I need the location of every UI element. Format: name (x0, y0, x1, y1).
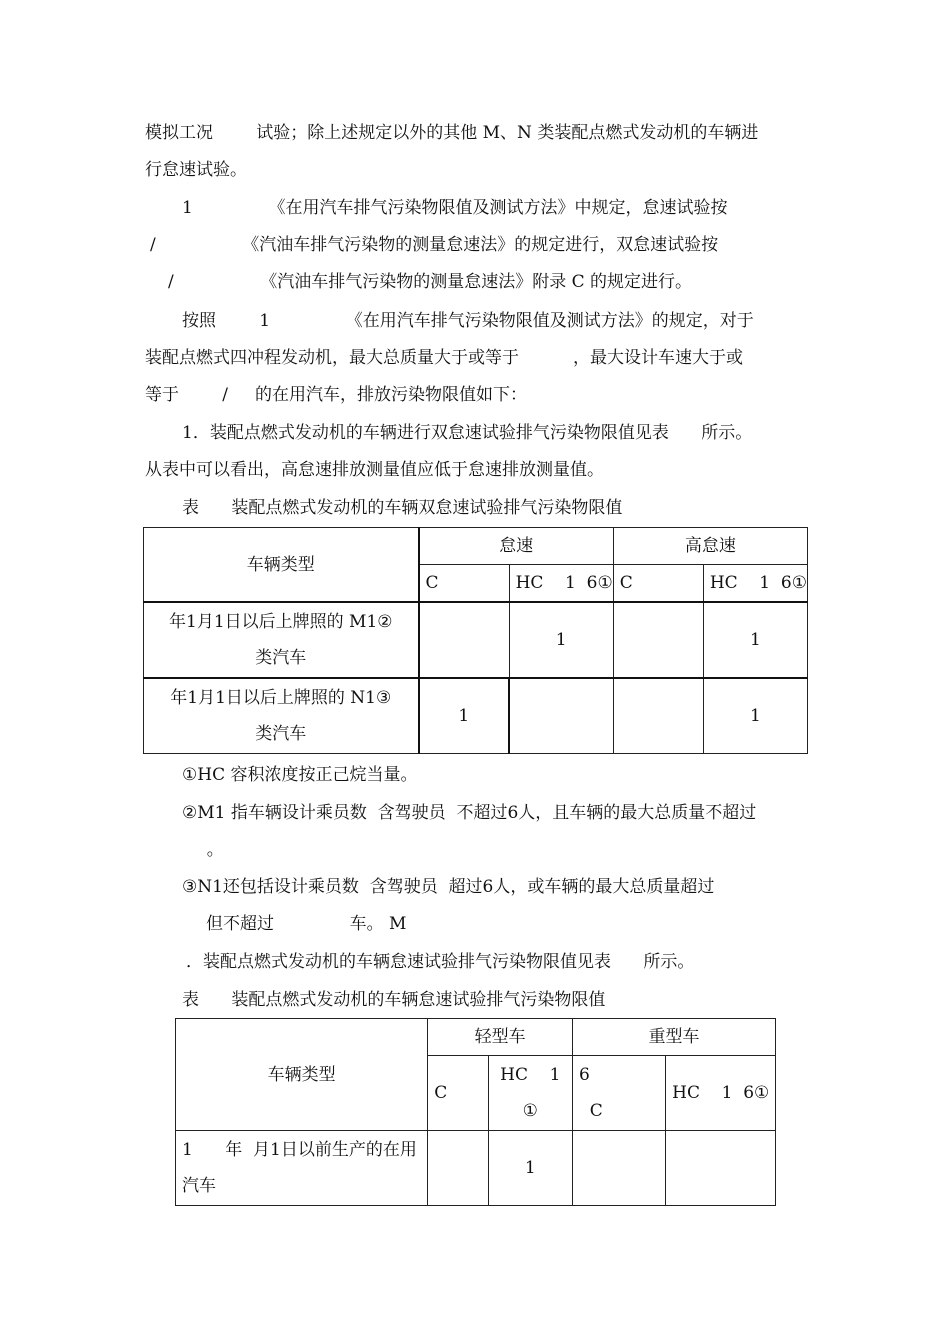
vehicle-type-header: 车辆类型 (176, 1019, 428, 1131)
idle-limits-table (175, 1018, 776, 1206)
heavy-vehicle-header: 重型车 (572, 1019, 775, 1056)
value-cell (666, 1131, 776, 1206)
paragraph-line: 装配点燃式四冲程发动机，最大总质量大于或等于 ，最大设计车速大于或 (145, 348, 744, 368)
value-cell (572, 1131, 665, 1206)
footnote: ③N1还包括设计乘员数 含驾驶员 超过6人，或车辆的最大总质量超过 (182, 877, 715, 897)
table-caption: 表 装配点燃式发动机的车辆双怠速试验排气污染物限值 (182, 498, 623, 518)
paragraph-line: 行怠速试验。 (145, 160, 247, 180)
hc-subheader: HC 1 ① (488, 1056, 572, 1131)
paragraph-line: 按照 1 《在用汽车排气污染物限值及测试方法》的规定，对于 (182, 311, 754, 331)
value-cell (428, 1131, 488, 1206)
paragraph-line: ．装配点燃式发动机的车辆怠速试验排气污染物限值见表 所示。 (186, 952, 695, 972)
table-row (176, 1131, 776, 1206)
value-cell (419, 602, 510, 678)
footnote: ①HC 容积浓度按正己烷当量。 (182, 765, 418, 785)
hc-subheader: HC 1 6① (703, 565, 807, 603)
value-cell: 1 (419, 678, 510, 754)
paragraph-line: 从表中可以看出，高怠速排放测量值应低于怠速排放测量值。 (145, 460, 604, 480)
value-cell: 1 (509, 602, 613, 678)
c-subheader: C (613, 565, 703, 603)
paragraph-line: / 《汽油车排气污染物的测量怠速法》的规定进行，双怠速试验按 (150, 235, 719, 255)
c-subheader: C (419, 565, 510, 603)
dual-idle-limits-table (143, 527, 808, 754)
light-vehicle-header: 轻型车 (428, 1019, 573, 1056)
idle-header: 怠速 (419, 528, 614, 565)
value-cell: 1 (488, 1131, 572, 1206)
paragraph-line: 1．装配点燃式发动机的车辆进行双怠速试验排气污染物限值见表 所示。 (182, 423, 753, 443)
table-row (144, 678, 808, 754)
table-caption: 表 装配点燃式发动机的车辆怠速试验排气污染物限值 (182, 990, 606, 1010)
value-cell: 1 (703, 602, 807, 678)
hc-subheader: HC 1 6① (509, 565, 613, 603)
vehicle-type-cell: 年1月1日以后上牌照的 N1③ 类汽车 (144, 678, 419, 754)
vehicle-type-cell: 年1月1日以后上牌照的 M1② 类汽车 (144, 602, 419, 678)
table-header-row (144, 528, 808, 565)
footnote: ②M1 指车辆设计乘员数 含驾驶员 不超过6人，且车辆的最大总质量不超过 (182, 803, 757, 823)
value-cell: 1 (703, 678, 807, 754)
footnote: 。 (196, 840, 224, 860)
paragraph-line: 1 《在用汽车排气污染物限值及测试方法》中规定，怠速试验按 (182, 198, 728, 218)
paragraph-line: / 《汽油车排气污染物的测量怠速法》附录 C 的规定进行。 (168, 272, 693, 292)
paragraph-line: 模拟工况 试验；除上述规定以外的其他 M、N 类装配点燃式发动机的车辆进 (145, 123, 759, 143)
table-row (144, 602, 808, 678)
vehicle-type-header: 车辆类型 (144, 528, 419, 603)
c-subheader: C (428, 1056, 488, 1131)
table-header-row (176, 1019, 776, 1056)
paragraph-line: 等于 / 的在用汽车，排放污染物限值如下： (145, 385, 527, 405)
value-cell (613, 602, 703, 678)
vehicle-type-cell: 1 年 月1日以前生产的在用 汽车 (176, 1131, 428, 1206)
hc-subheader: HC 1 6① (666, 1056, 776, 1131)
value-cell (613, 678, 703, 754)
value-cell (509, 678, 613, 754)
c-subheader: 6 C (572, 1056, 665, 1131)
footnote: 但不超过 车。 M (206, 914, 407, 934)
high-idle-header: 高怠速 (613, 528, 807, 565)
